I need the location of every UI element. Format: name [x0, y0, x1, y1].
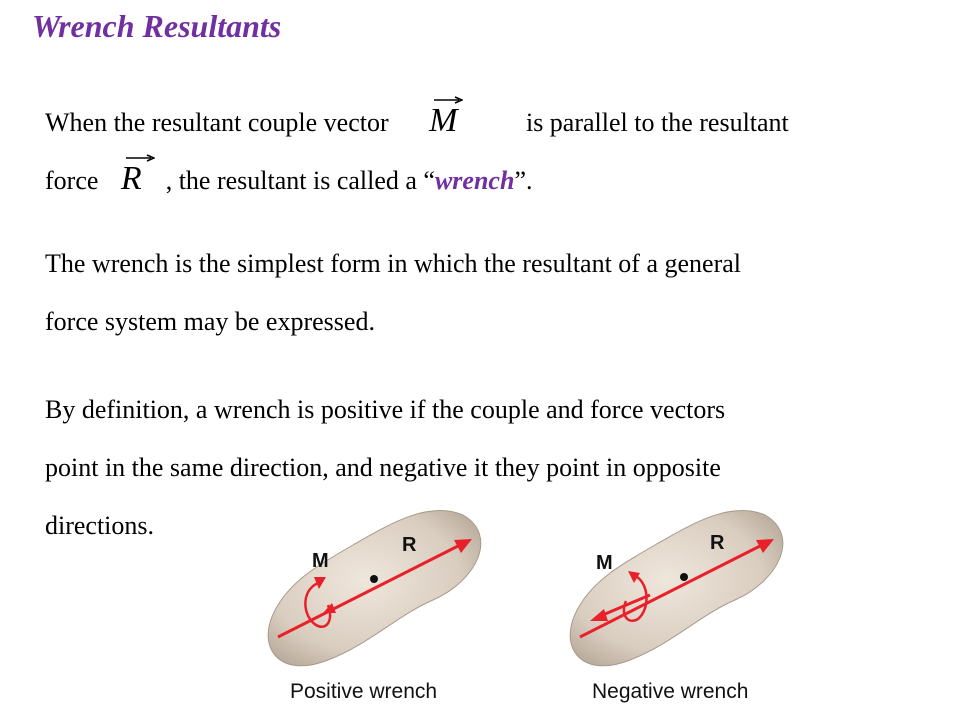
text-segment: , the resultant is called a “ [165, 166, 435, 195]
label-m: M [312, 550, 329, 572]
point-dot [680, 573, 688, 581]
text-segment: When the resultant couple vector [45, 108, 389, 137]
text-line: The wrench is the simplest form in which the resultant of a general [45, 249, 742, 278]
vector-r-label: R [120, 160, 142, 197]
text-segment: ”. [514, 166, 533, 195]
label-r: R [710, 532, 725, 554]
caption-negative-wrench: Negative wrench [592, 680, 749, 703]
point-dot [370, 575, 378, 583]
text-line: force system may be expressed. [45, 307, 375, 336]
text-segment: is parallel to the resultant [525, 108, 789, 137]
vector-r-symbol [117, 150, 146, 208]
page-title: Wrench Resultants [32, 8, 282, 44]
label-m: M [596, 552, 613, 574]
negative-wrench-figure [550, 505, 800, 675]
paragraph-simplest-form [45, 235, 925, 351]
text-line: point in the same direction, and negative it they point in opposite [45, 453, 721, 482]
text-line: By definition, a wrench is positive if the couple and force vectors [45, 395, 726, 424]
caption-positive-wrench: Positive wrench [290, 680, 438, 703]
wrench-term: wrench [434, 166, 515, 195]
text-line: directions. [45, 511, 155, 540]
vector-m-symbol [425, 92, 461, 150]
vector-arrow-icon [125, 154, 155, 162]
paragraph-wrench-definition [45, 92, 925, 208]
vector-arrow-icon [433, 96, 463, 104]
positive-wrench-figure [248, 505, 498, 675]
text-segment: force [45, 166, 99, 195]
label-r: R [402, 534, 417, 556]
vector-m-label: M [429, 102, 458, 139]
